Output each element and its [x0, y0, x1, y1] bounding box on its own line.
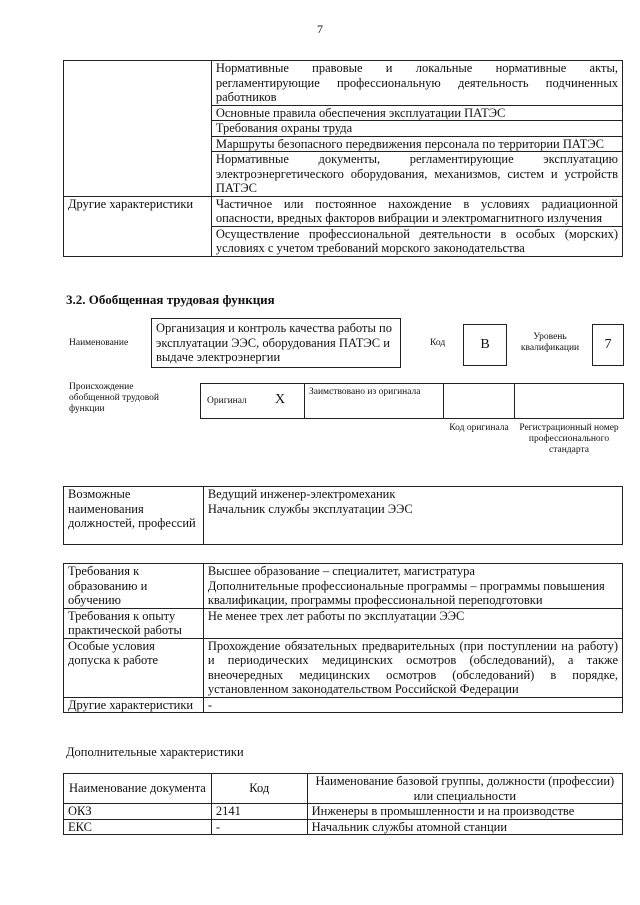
req-value	[203, 564, 622, 609]
additional-title: Дополнительные характеристики	[66, 745, 244, 759]
req-label: Другие характеристики	[64, 697, 204, 713]
positions-values	[203, 487, 622, 545]
req-label: Особые условия допуска к работе	[64, 638, 204, 697]
header-name: Наименование базовой группы, должности (профессии) или специальности	[307, 774, 622, 804]
top-table	[63, 60, 623, 257]
top-item: Нормативные документы, регламентирующие эксплуатацию электроэнергетического оборудования, механизмов, систем и устройств ПАТЭС	[211, 152, 622, 197]
top-item: Осуществление профессиональной деятельности в особых (морских) условиях с учетом требований морского законодательства	[211, 226, 622, 256]
original-label: Оригинал	[207, 396, 247, 406]
cell-doc: ОКЗ	[64, 804, 212, 820]
borrowed-cell: Заимствовано из оригинала	[304, 383, 444, 419]
req-value: Не менее трех лет работы по эксплуатации ЭЭС	[203, 608, 622, 638]
cell-name: Инженеры в промышленности и на производстве	[307, 804, 622, 820]
requirements-table	[63, 563, 623, 713]
top-item: Требования охраны труда	[211, 121, 622, 137]
original-mark: X	[275, 392, 286, 407]
reg-number-cell	[514, 383, 624, 419]
req-line: Дополнительные профессиональные программы – программы повышения квалификации, программы профессиональной переподготовки	[207, 578, 605, 607]
gtf-name: Организация и контроль качества работы по эксплуатации ЭЭС, оборудования ПАТЭС и выдаче электроэнергии	[151, 318, 401, 368]
origin-label: Происхождение обобщенной трудовой функции	[69, 382, 159, 414]
level-label: Уровень квалификации	[520, 332, 580, 353]
code-caption: Код оригинала	[449, 423, 509, 433]
req-value: -	[203, 697, 622, 713]
name-label: Наименование	[69, 338, 129, 348]
additional-table	[63, 773, 623, 835]
positions-label: Возможные наименования должностей, профессий	[64, 487, 204, 545]
table-row	[64, 819, 623, 835]
positions-table	[63, 486, 623, 545]
position-item: Начальник службы эксплуатации ЭЭС	[207, 501, 413, 516]
top-item: Маршруты безопасного передвижения персонала по территории ПАТЭС	[211, 136, 622, 152]
orig-code-cell	[443, 383, 515, 419]
code-label: Код	[430, 338, 446, 348]
table-row	[64, 804, 623, 820]
cell-doc: ЕКС	[64, 819, 212, 835]
page-number: 7	[317, 22, 323, 36]
header-doc: Наименование документа	[64, 774, 212, 804]
top-row-label	[64, 61, 212, 197]
req-label: Требования к опыту практической работы	[64, 608, 204, 638]
top-item: Частичное или постоянное нахождение в условиях радиационной опасности, вредных факторов вибрации и электромагнитного излучения	[211, 196, 622, 226]
top-row-label: Другие характеристики	[64, 196, 212, 256]
req-value: Прохождение обязательных предварительных (при поступлении на работу) и периодических медицинских осмотров (обследований), а также внеочередных медицинских осмотров (обследований) в порядке, установленном законодательством Российской Федерации	[203, 638, 622, 697]
top-item: Нормативные правовые и локальные нормативные акты, регламентирующие профессиональную деятельность подчиненных работников	[211, 61, 622, 106]
position-item: Ведущий инженер-электромеханик	[207, 487, 396, 501]
header-code: Код	[211, 774, 307, 804]
cell-code: -	[211, 819, 307, 835]
cell-name: Начальник службы атомной станции	[307, 819, 622, 835]
cell-code: 2141	[211, 804, 307, 820]
section-title: 3.2. Обобщенная трудовая функция	[66, 292, 275, 307]
gtf-code: B	[463, 324, 507, 366]
original-cell	[200, 383, 305, 419]
req-label: Требования к образованию и обучению	[64, 564, 204, 609]
reg-caption: Регистрационный номер профессионального стандарта	[519, 423, 619, 455]
req-line: Высшее образование – специалитет, магистратура	[207, 564, 475, 578]
gtf-level: 7	[592, 324, 624, 366]
top-item: Основные правила обеспечения эксплуатации ПАТЭС	[211, 105, 622, 121]
